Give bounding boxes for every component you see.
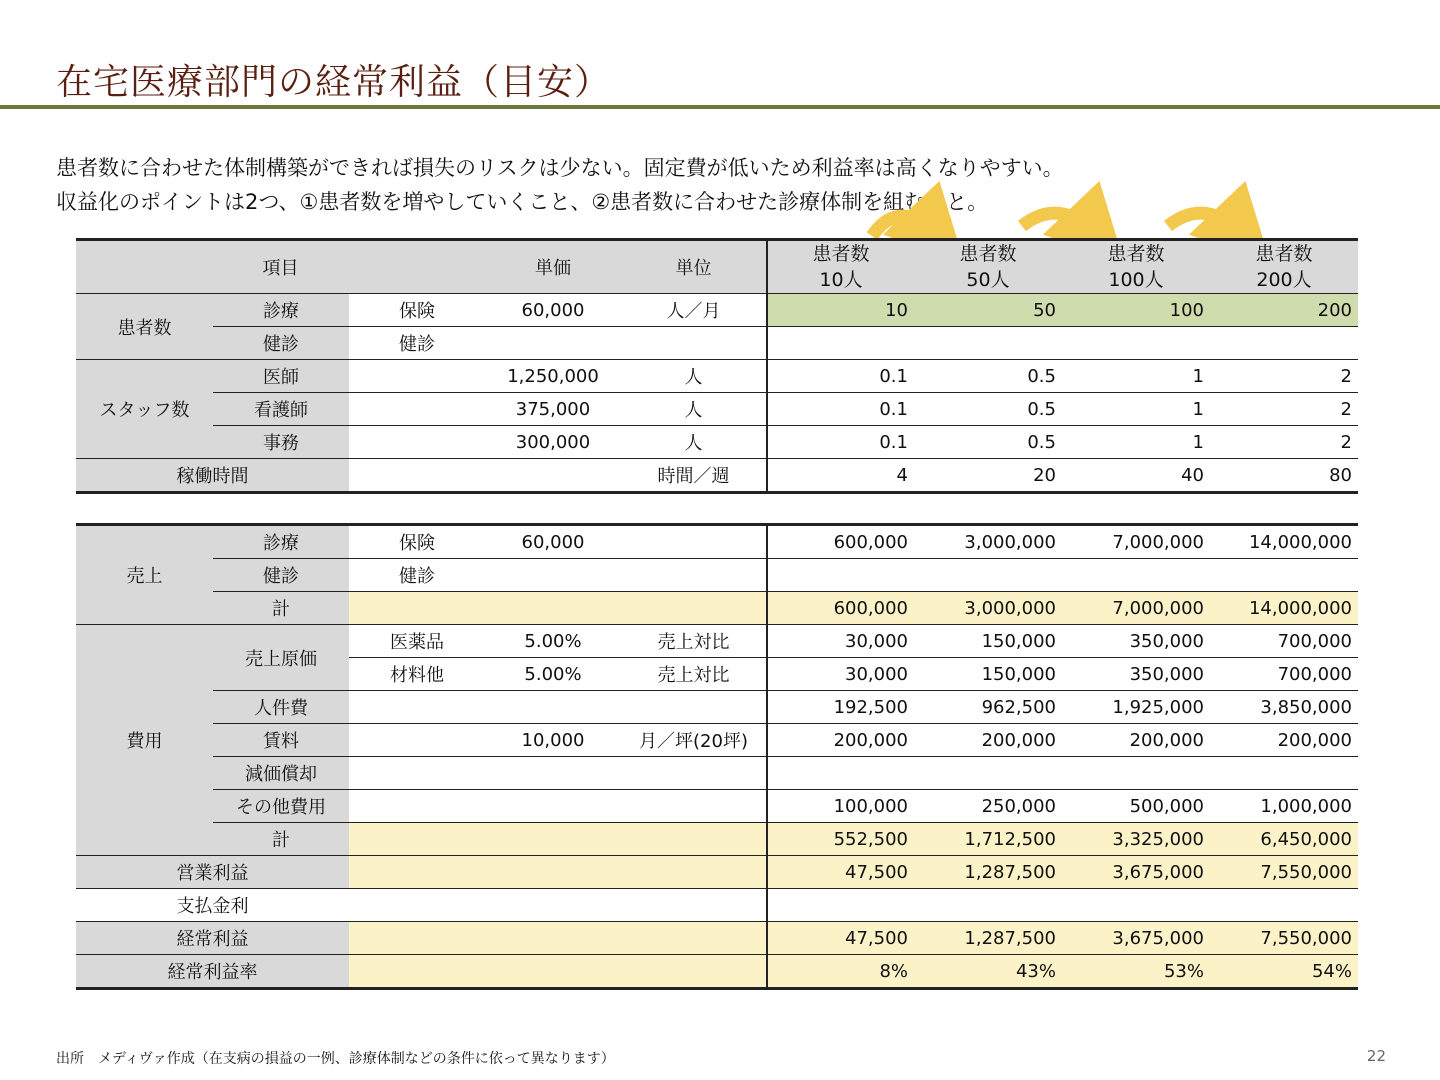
table-row: 費用 売上原価 医薬品 5.00% 売上対比 30,000 150,000 350,000 700,000 bbox=[76, 625, 1358, 658]
table-row: 経常利益 47,500 1,287,500 3,675,000 7,550,000 bbox=[76, 922, 1358, 955]
curved-arrow-icon bbox=[1022, 213, 1098, 236]
curved-arrow-icon bbox=[872, 216, 938, 236]
table-row: 売上 診療 保険 60,000 600,000 3,000,000 7,000,000 14,000,000 bbox=[76, 525, 1358, 559]
table-row: 健診 健診 bbox=[76, 559, 1358, 592]
table-row: 患者数 診療 保険 60,000 人／月 10 50 100 200 bbox=[76, 294, 1358, 327]
title-divider bbox=[0, 105, 1440, 109]
table-row: 賃料 10,000 月／坪(20坪) 200,000 200,000 200,000 200,000 bbox=[76, 724, 1358, 757]
table-row: スタッフ数 医師 1,250,000 人 0.1 0.5 1 2 bbox=[76, 360, 1358, 393]
header-col-10: 患者数 10人 bbox=[767, 240, 914, 294]
table-row: 看護師 375,000 人 0.1 0.5 1 2 bbox=[76, 393, 1358, 426]
table-row: 計 552,500 1,712,500 3,325,000 6,450,000 bbox=[76, 823, 1358, 856]
group-costs: 費用 bbox=[76, 625, 213, 856]
source-note: 出所 メディヴァ作成（在支病の損益の一例、診療体制などの条件に依って異なります） bbox=[56, 1051, 615, 1067]
table-row: 材料他 5.00% 売上対比 30,000 150,000 350,000 700,000 bbox=[76, 658, 1358, 691]
table-row: 健診 健診 bbox=[76, 327, 1358, 360]
table-row: 支払金利 bbox=[76, 889, 1358, 922]
group-staff: スタッフ数 bbox=[76, 360, 213, 459]
table-row: 事務 300,000 人 0.1 0.5 1 2 bbox=[76, 426, 1358, 459]
header-unit: 単位 bbox=[621, 240, 767, 294]
header-item: 項目 bbox=[76, 240, 485, 294]
table-row: 営業利益 47,500 1,287,500 3,675,000 7,550,000 bbox=[76, 856, 1358, 889]
group-sales: 売上 bbox=[76, 525, 213, 625]
hours-label: 稼働時間 bbox=[76, 459, 349, 493]
header-col-50: 患者数 50人 bbox=[914, 240, 1062, 294]
curved-arrow-icon bbox=[1168, 213, 1244, 236]
intro-line-2: 収益化のポイントは2つ、①患者数を増やしていくこと、②患者数に合わせた診療体制を組むこと。 bbox=[56, 190, 989, 214]
table-row: 経常利益率 8% 43% 53% 54% bbox=[76, 955, 1358, 989]
staffing-table bbox=[76, 238, 1358, 494]
header-price: 単価 bbox=[485, 240, 621, 294]
table-row: 計 600,000 3,000,000 7,000,000 14,000,000 bbox=[76, 592, 1358, 625]
intro-line-1: 患者数に合わせた体制構築ができれば損失のリスクは少ない。固定費が低いため利益率は高くなりやすい。 bbox=[56, 156, 1064, 180]
group-patients: 患者数 bbox=[76, 294, 213, 360]
page-number: 22 bbox=[1366, 1047, 1386, 1065]
table-header-row bbox=[76, 240, 1358, 294]
table-row: 減価償却 bbox=[76, 757, 1358, 790]
header-col-200: 患者数 200人 bbox=[1210, 240, 1358, 294]
table-row: その他費用 100,000 250,000 500,000 1,000,000 bbox=[76, 790, 1358, 823]
table-row: 人件費 192,500 962,500 1,925,000 3,850,000 bbox=[76, 691, 1358, 724]
profit-table bbox=[76, 523, 1358, 990]
page-title: 在宅医療部門の経常利益（目安） bbox=[56, 62, 612, 103]
header-col-100: 患者数 100人 bbox=[1062, 240, 1210, 294]
table-row: 稼働時間 時間／週 4 20 40 80 bbox=[76, 459, 1358, 493]
